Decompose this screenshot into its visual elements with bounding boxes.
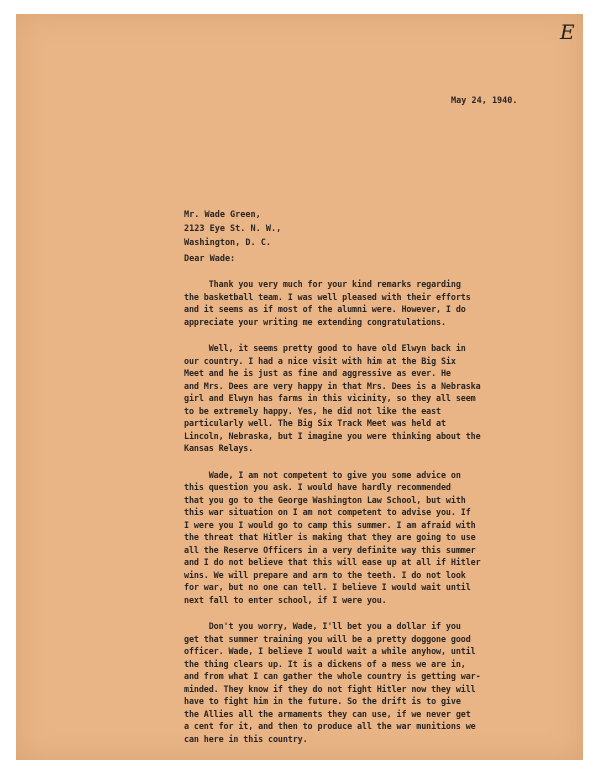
address-line: 2123 Eye St. N. W., xyxy=(184,224,282,234)
text-line: all the Reserve Officers in a very definite way this summer xyxy=(184,544,476,555)
text-line: wins. We will prepare and arm to the teeth. I do not look xyxy=(184,569,466,580)
text-line: have to fight him in the future. So the drift is to give xyxy=(184,696,461,706)
corner-mark: E xyxy=(560,20,575,44)
text-line: appreciate your writing me extending congratulations. xyxy=(184,316,446,327)
text-line: and it seems as if most of the alumni were. However, I do xyxy=(184,304,466,314)
text-line: Well, it seems pretty good to have old Elwyn back in xyxy=(184,343,466,353)
letter-body xyxy=(184,278,544,759)
text-line: our country. I had a nice visit with him at the Big Six xyxy=(184,355,456,366)
text-line: the basketball team. I was well pleased with their efforts xyxy=(184,291,471,302)
text-line: to be extremely happy. Yes, he did not like the east xyxy=(184,405,441,416)
text-line: Don't you worry, Wade, I'll bet you a dollar if you xyxy=(184,621,461,631)
text-line: and from what I can gather the whole country is getting war- xyxy=(184,671,481,681)
paragraph xyxy=(184,342,544,455)
paragraph xyxy=(184,620,544,745)
paragraph xyxy=(184,469,544,607)
text-line: minded. They know if they do not fight Hitler now they will xyxy=(184,683,476,694)
text-line: I were you I would go to camp this summer. I am afraid with xyxy=(184,519,476,530)
text-line: Wade, I am not competent to give you some advice on xyxy=(184,469,461,480)
text-line: officer. Wade, I believe I would wait a while anyhow, until xyxy=(184,646,476,656)
text-line: get that summer training you will be a pretty doggone good xyxy=(184,633,471,644)
letter-date: May 24, 1940. xyxy=(451,96,518,106)
text-line: and Mrs. Dees are very happy in that Mrs. Dees is a Nebraska xyxy=(184,380,481,391)
text-line: and I do not believe that this will ease up at all if Hitler xyxy=(184,557,481,567)
text-line: a cent for it, and then to produce all the war munitions we xyxy=(184,721,476,731)
salutation: Dear Wade: xyxy=(184,254,236,264)
text-line: girl and Elwyn has farms in this vicinity, so they all seem xyxy=(184,393,476,403)
address-line: Washington, D. C. xyxy=(184,238,271,248)
text-line: next fall to enter school, if I were you. xyxy=(184,594,387,605)
letter-page xyxy=(16,14,583,760)
address-line: Mr. Wade Green, xyxy=(184,210,261,220)
text-line: can here in this country. xyxy=(184,733,308,744)
text-line: that you go to the George Washington Law School, but with xyxy=(184,494,466,505)
text-line: the Allies all the armaments they can use, if we never get xyxy=(184,708,471,719)
text-line: Thank you very much for your kind remarks regarding xyxy=(184,279,461,289)
text-line: particularly well. The Big Six Track Meet was held at xyxy=(184,418,446,428)
text-line: Lincoln, Nebraska, but I imagine you were thinking about the xyxy=(184,430,481,441)
text-line: this war situation on I am not competent to advise you. If xyxy=(184,507,471,517)
text-line: for war, but no one can tell. I believe I would wait until xyxy=(184,582,471,592)
text-line: Meet and he is just as fine and aggressive as ever. He xyxy=(184,368,451,378)
text-line: the threat that Hitler is making that they are going to use xyxy=(184,532,476,542)
text-line: this question you ask. I would have hardly recommended xyxy=(184,482,451,492)
recipient-address xyxy=(184,208,281,250)
text-line: the thing clears up. It is a dickens of a mess we are in, xyxy=(184,658,466,669)
paragraph xyxy=(184,278,544,328)
text-line: Kansas Relays. xyxy=(184,443,254,453)
